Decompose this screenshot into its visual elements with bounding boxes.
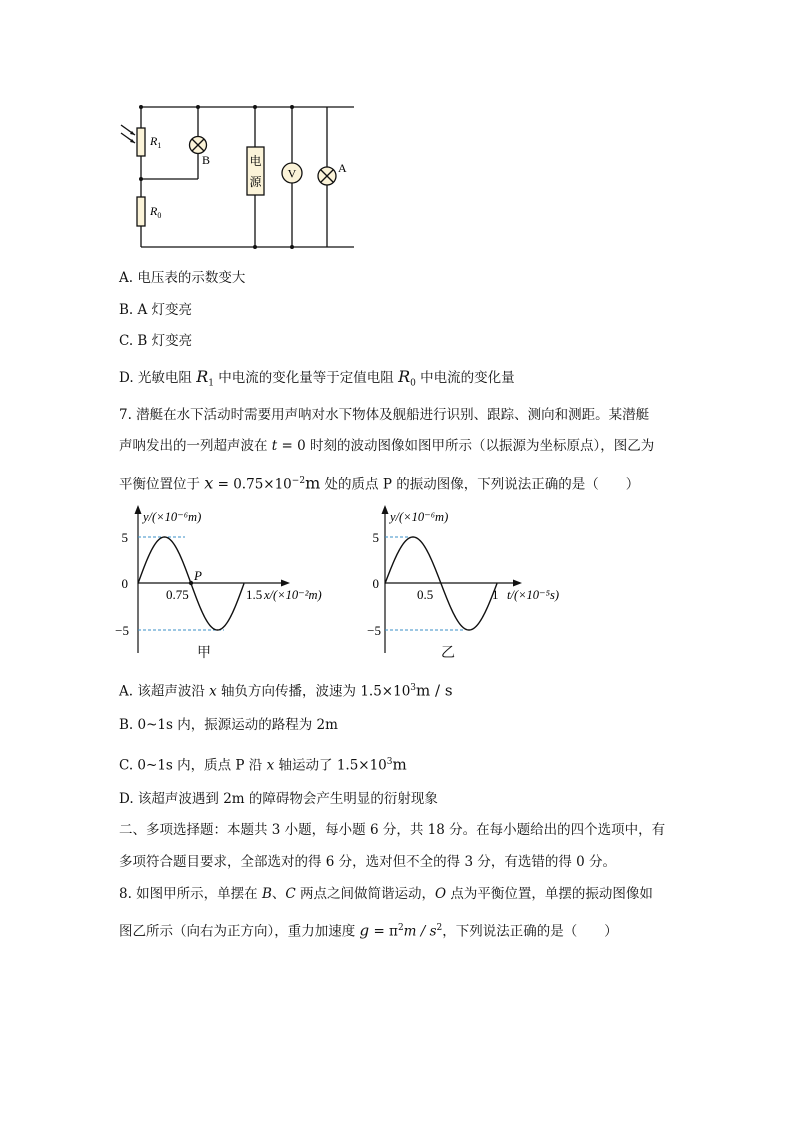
- x-axis-label: t/(×10⁻⁵s): [507, 588, 560, 602]
- y-tick-top: 5: [372, 530, 379, 545]
- q7-stem-line1: 7. 潜艇在水下活动时需要用声呐对水下物体及舰船进行识别、跟踪、测向和测距。某潜艇: [119, 407, 650, 423]
- q7-option-a: A. 该超声波沿 x 轴负方向传播，波速为 $1.5\times 10^3m / s$: [119, 681, 453, 700]
- x-tick-mid: 0.5: [417, 587, 434, 602]
- q7-option-b: B. 0~1s 内，振源运动的路程为 2m: [119, 717, 338, 733]
- r0-label: $R_0$: [150, 204, 162, 220]
- point-p-label: P: [194, 568, 202, 583]
- lamp-a: [318, 167, 336, 185]
- y-tick-top: 5: [121, 530, 128, 545]
- y-axis-label: y/(×10⁻⁶m): [143, 510, 202, 524]
- r0-resistor: [137, 197, 145, 226]
- lamp-a-label: A: [338, 161, 347, 175]
- q6-option-d: D. 光敏电阻 $R_1$ 中电流的变化量等于定值电阻 $R_0$ 中电流的变化量: [119, 367, 515, 389]
- q6-option-a: A. 电压表的示数变大: [119, 270, 246, 286]
- x-axis-arrow: [281, 580, 290, 587]
- x-axis-label: x/(×10⁻²m): [264, 588, 322, 602]
- voltmeter-label: V: [287, 166, 297, 181]
- x-tick-mid: 0.75: [166, 587, 189, 602]
- x-axis-arrow: [513, 580, 522, 587]
- x-tick-end: 1: [492, 587, 499, 602]
- caption-jia: 甲: [197, 645, 211, 661]
- q7-stem-line3: 平衡位置位于 $x = 0.75\times 10^{-2}m$ 处的质点 P 的振动图像，下列说法正确的是（ ）: [119, 473, 640, 493]
- y-tick-zero: 0: [121, 576, 128, 591]
- q6-option-c: C. B 灯变亮: [119, 333, 193, 349]
- source-label-1: 电: [249, 154, 262, 168]
- q6-option-b: B. A 灯变亮: [119, 302, 193, 318]
- q8-stem-line1: 8. 如图甲所示，单摆在 B、C 两点之间做简谐运动，O 点为平衡位置，单摆的振动图像如: [119, 886, 653, 902]
- y-axis-arrow: [382, 505, 389, 514]
- lamp-b: [190, 137, 207, 154]
- section2-heading-line2: 多项符合题目要求，全部选对的得 6 分，选对但不全的得 3 分，有选错的得 0 分。: [119, 854, 617, 870]
- q8-stem-line2: 图乙所示（向右为正方向），重力加速度 $g = \pi^2m / s^2$，下列说法正确的是（ ）: [119, 921, 618, 940]
- r1-label: $R_1$: [150, 134, 162, 150]
- y-tick-zero: 0: [372, 576, 379, 591]
- y-tick-bottom: −5: [367, 623, 381, 638]
- q7-stem-line2: 声呐发出的一列超声波在 t = 0 时刻的波动图像如图甲所示（以振源为坐标原点），图乙为: [119, 438, 655, 454]
- q7-option-d: D. 该超声波遇到 2m 的障碍物会产生明显的衍射现象: [119, 791, 438, 807]
- y-axis-label: y/(×10⁻⁶m): [390, 510, 449, 524]
- vibration-graph-yi: [365, 505, 580, 665]
- y-tick-bottom: −5: [115, 623, 129, 638]
- section2-heading-line1: 二、多项选择题：本题共 3 小题，每小题 6 分，共 18 分。在每小题给出的四个选项中，有: [119, 822, 666, 838]
- point-p: [189, 581, 193, 585]
- r1-resistor: [137, 128, 145, 156]
- circuit-diagram: [110, 95, 370, 255]
- y-axis-arrow: [135, 505, 142, 514]
- x-tick-end: 1.5: [246, 587, 263, 602]
- caption-yi: 乙: [441, 645, 455, 661]
- q7-option-c: C. 0~1s 内，质点 P 沿 x 轴运动了 $1.5\times 10^3m$: [119, 755, 407, 774]
- lamp-b-label: B: [202, 153, 211, 167]
- source-label-2: 源: [249, 175, 262, 189]
- wave-graph-jia: [115, 505, 348, 665]
